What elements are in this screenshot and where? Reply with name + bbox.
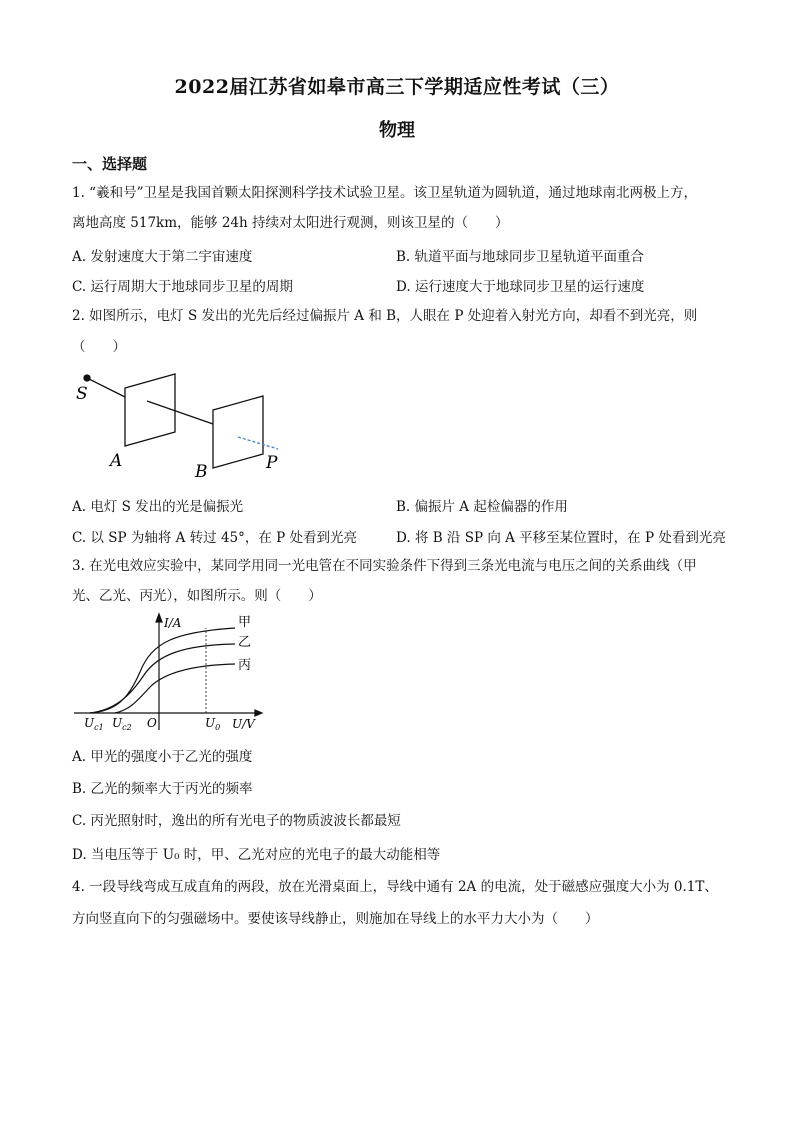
- question-3-option-c: C. 丙光照射时，逸出的所有光电子的物质波波长都最短: [72, 813, 401, 829]
- curve-jia-label: 甲: [238, 615, 252, 630]
- question-1-option-c: C. 运行周期大于地球同步卫星的周期: [72, 279, 293, 295]
- polarizer-a: [125, 374, 175, 446]
- section-heading: 一、选择题: [72, 155, 148, 173]
- curve-bing-label: 丙: [238, 658, 252, 673]
- x-axis-arrow: [255, 710, 262, 716]
- question-1-option-a: A. 发射速度大于第二宇宙速度: [72, 249, 253, 265]
- question-1-stem-line2: 离地高度 517km，能够 24h 持续对太阳进行观测，则该卫星的（ ）: [72, 215, 509, 231]
- polarizer-diagram: [70, 362, 300, 482]
- tick-uc1: $U_{c1}$: [84, 716, 104, 732]
- question-2-option-d: D. 将 B 沿 SP 向 A 平移至某位置时，在 P 处看到光亮: [396, 530, 726, 546]
- question-2-option-a: A. 电灯 S 发出的光是偏振光: [72, 499, 244, 515]
- exam-title: 2022届江苏省如皋市高三下学期适应性考试（三）: [174, 76, 620, 98]
- question-1-stem-line1: 1. “羲和号”卫星是我国首颗太阳探测科学技术试验卫星。该卫星轨道为圆轨道，通过地球南北两极上方，: [72, 185, 697, 201]
- question-3-option-b: B. 乙光的频率大于丙光的频率: [72, 781, 253, 797]
- question-2-stem-line1: 2. 如图所示，电灯 S 发出的光先后经过偏振片 A 和 B，人眼在 P 处迎着入射光方向，却看不到光亮，则: [72, 308, 698, 324]
- tick-u0: $U_0$: [205, 716, 221, 732]
- question-1-option-b: B. 轨道平面与地球同步卫星轨道平面重合: [396, 249, 645, 265]
- question-3-option-d: D. 当电压等于 U₀ 时，甲、乙光对应的光电子的最大动能相等: [72, 847, 441, 863]
- curve-bing: [115, 664, 235, 713]
- photoelectric-iv-graph: [70, 612, 270, 734]
- label-b: B: [195, 462, 208, 482]
- question-3-stem-line1: 3. 在光电效应实验中，某同学用同一光电管在不同实验条件下得到三条光电流与电压之间的关系曲线（甲: [72, 558, 697, 574]
- label-p: P: [266, 453, 278, 473]
- origin-label: O: [147, 716, 157, 730]
- polarizer-b: [213, 396, 263, 468]
- curve-yi-label: 乙: [238, 635, 252, 650]
- question-3-stem-line2: 光、乙光、丙光），如图所示。则（ ）: [72, 588, 322, 604]
- question-1-option-d: D. 运行速度大于地球同步卫星的运行速度: [396, 279, 645, 295]
- y-axis-label: I/A: [164, 616, 182, 630]
- question-4-stem-line2: 方向竖直向下的匀强磁场中。要使该导线静止，则施加在导线上的水平力大小为（ ）: [72, 911, 599, 927]
- tick-uc2: $U_{c2}$: [112, 716, 132, 732]
- question-2-stem-line2: （ ）: [72, 339, 126, 355]
- x-axis-label: U/V: [232, 717, 255, 731]
- question-4-stem-line1: 4. 一段导线弯成互成直角的两段，放在光滑桌面上，导线中通有 2A 的电流，处于磁感应强度大小为 0.1T、: [72, 879, 718, 895]
- question-2-option-b: B. 偏振片 A 起检偏器的作用: [396, 499, 568, 515]
- curve-jia: [90, 628, 235, 713]
- label-a: A: [110, 451, 123, 471]
- label-s: S: [76, 384, 88, 404]
- subject-title: 物理: [379, 120, 415, 141]
- ray-s-to-a: [87, 378, 125, 397]
- y-axis-arrow: [156, 614, 162, 622]
- question-2-option-c: C. 以 SP 为轴将 A 转过 45°，在 P 处看到光亮: [72, 530, 358, 546]
- question-3-option-a: A. 甲光的强度小于乙光的强度: [72, 749, 253, 765]
